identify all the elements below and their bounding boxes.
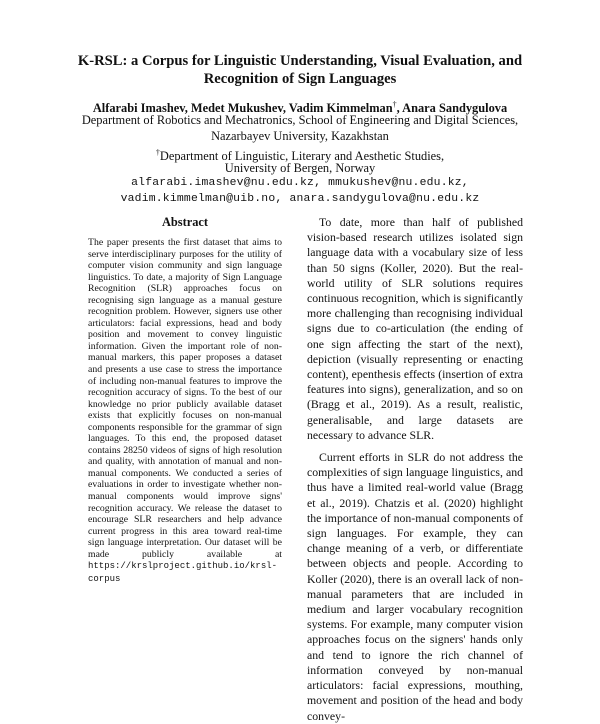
affiliation-line-1: Department of Robotics and Mechatronics, School of Engineering and Digital Sciences, — [81, 113, 519, 127]
title-line-2: Recognition of Sign Languages — [203, 71, 397, 87]
abstract-text: The paper presents the first dataset that aims to serve interdisciplinary purposes for the utility of computer vision community and sign language linguistics. To date, a majority of Sign Language Recognition (SLR) approaches focus on recognising sign language as a manual gesture recognition problem. However, signers use other articulators: facial expressions, head and body position and movement to convey linguistic information. Given the important role of non-manual markers, this paper proposes a dataset and presents a use case to stress the importance of including non-manual features to improve the recognition accuracy of signs. To the best of our knowledge no prior publicly available dataset exists that explicitly focuses on non-manual components responsible for the grammar of sign languages. To this end, the proposed dataset contains 28250 videos of signs of high resolution and quality, with annotation of manual and non-manual components. We conducted a series of evaluations in order to investigate whether non-manual components would improve signs' recognition accuracy. We release the dataset to encourage SLR researchers and help advance current progress in this area toward real-time sign language interpretation. Our dataset will be made publicly available at — [88, 237, 282, 560]
affiliation-text: Department of Linguistic, Literary and Aesthetic Studies, — [159, 149, 445, 164]
abstract-heading: Abstract — [161, 215, 209, 229]
abstract-body — [88, 237, 282, 585]
intro-paragraph-2: Current efforts in SLR do not address the complexities of sign language linguistics, and thus have a limited real-world value (Bragg et al., 2019). Chatzis et al. (2020) highlight the importance of non-manual components of sign languages. For example, they can change meaning of a verb, or differentiate between objects and people. According to Koller (2020), there is an overall lack of non-manual parameters that are included in medium and larger vocabulary recognition systems. For example, many computer vision approaches focus on the signers' hands only and tend to ignore the rich channel of information conveyed by non-manual articulators: facial expressions, mouthing, movement and position of the head and body convey- — [307, 450, 523, 723]
authors-part-b: , Anara Sandygulova — [396, 101, 508, 116]
dagger-mark: † — [392, 100, 397, 109]
introduction-column — [307, 215, 523, 724]
email-line-1: alfarabi.imashev@nu.edu.kz, mmukushev@nu.edu.kz, — [131, 177, 469, 189]
title-line-1: K-RSL: a Corpus for Linguistic Understanding, Visual Evaluation, and — [77, 53, 523, 69]
affiliation-line-2: Nazarbayev University, Kazakhstan — [211, 129, 389, 143]
affiliation-line-4: University of Bergen, Norway — [224, 161, 376, 175]
intro-paragraph-1: To date, more than half of published vision-based research utilizes isolated sign language data with a vocabulary size of less than 50 signs (Koller, 2020). But the real-world utility of SLR solutions requires continuous recognition, which is significantly more challenging than recognising individual signs due to co-articulation (the ending of one sign affecting the start of the next), depiction (visually representing or enacting content), epenthesis effects (insertion of extra features into signs), generalization, and so on (Bragg et al., 2019). As a result, realistic, generalisable, and large datasets are necessary to advance SLR. — [307, 215, 523, 442]
dagger-mark: † — [155, 148, 160, 157]
email-line-2: vadim.kimmelman@uib.no, anara.sandygulova@nu.edu.kz — [120, 193, 480, 205]
dataset-link[interactable]: https://krslproject.github.io/krsl-corpus — [88, 561, 278, 584]
paper-title — [60, 52, 540, 88]
authors-part-a: Alfarabi Imashev, Medet Mukushev, Vadim Kimmelman — [92, 101, 393, 116]
